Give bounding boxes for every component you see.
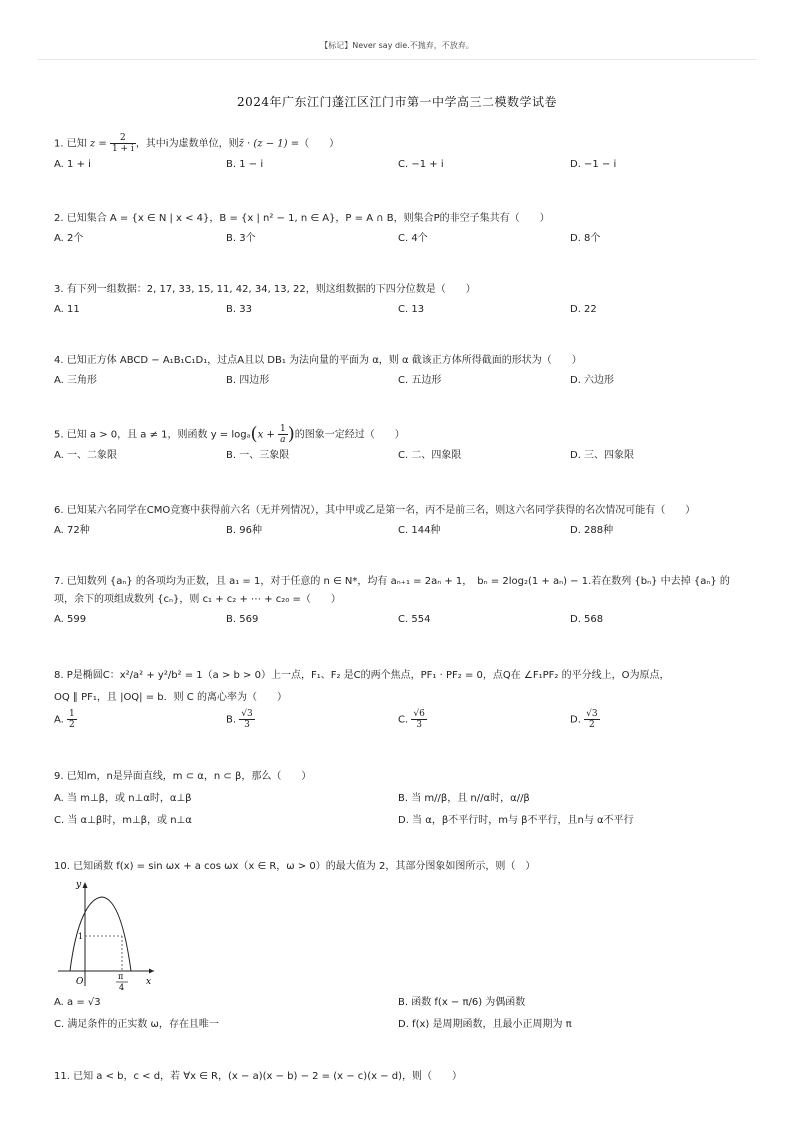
option-c[interactable]: C. 4个	[398, 233, 428, 244]
question-1-options	[54, 156, 744, 174]
question-5-stem: 5. 已知 a > 0，且 a ≠ 1，则函数 y = logₐ(x + $\frac{1}{a}$ )的图象一定经过（ ）	[54, 423, 405, 445]
option-d[interactable]: D. 22	[570, 304, 597, 315]
y-axis-arrow	[83, 882, 88, 888]
option-c[interactable]: C. $\frac{√6}{3}$	[398, 709, 425, 730]
option-d[interactable]: D. 8个	[570, 233, 601, 244]
option-c[interactable]: C. −1 + i	[398, 159, 444, 170]
question-3-options	[54, 301, 744, 319]
option-c[interactable]: C. 二、四象限	[398, 450, 462, 461]
option-c[interactable]: C. 当 α⊥β时，m⊥β，或 n⊥α	[54, 815, 192, 826]
option-c[interactable]: C. 满足条件的正实数 ω，存在且唯一	[54, 1019, 219, 1030]
origin-label: O	[76, 977, 84, 987]
option-b[interactable]: B. 当 m//β，且 n//α时，α//β	[398, 793, 530, 804]
fraction: $\frac{1}{a}$	[279, 424, 286, 445]
question-8	[54, 667, 744, 737]
option-b[interactable]: B. 一、三象限	[226, 450, 290, 461]
option-b[interactable]: B. $\frac{√3}{3}$	[226, 709, 253, 730]
question-7-options	[54, 611, 744, 629]
question-3	[54, 281, 744, 319]
fraction: $\frac{2}{1 + i}$	[111, 133, 134, 154]
option-c[interactable]: C. 144种	[398, 525, 441, 536]
question-8-stem: 8. P是椭圆C：x²/a² + y²/b² = 1（a > b > 0）上一点，F₁、F₂ 是C的两个焦点，PF₁ · PF₂ = 0，点Q在 ∠F₁PF₂ 的平分线上，O为原点，	[54, 670, 670, 681]
question-9-stem: 9. 已知m，n是异面直线，m ⊂ α，n ⊂ β，那么（ ）	[54, 771, 312, 782]
question-2	[54, 210, 744, 248]
option-b[interactable]: B. 1 − i	[226, 159, 264, 170]
option-a[interactable]: A. a = √3	[54, 997, 101, 1008]
option-a[interactable]: A. $\frac{1}{2}$	[54, 709, 75, 730]
option-b[interactable]: B. 3个	[226, 233, 256, 244]
question-8-stem-cont: OQ ∥ PF₁，且 |OQ| = b．则 C 的离心率为（ ）	[54, 692, 287, 703]
option-a[interactable]: A. 1 + i	[54, 159, 91, 170]
option-c[interactable]: C. 554	[398, 614, 431, 625]
option-d[interactable]: D. 当 α，β不平行时，m与 β不平行，且n与 α不平行	[398, 815, 634, 826]
question-6-stem: 6. 已知某六名同学在CMO竞赛中获得前六名（无并列情况），其中甲或乙是第一名，丙不是前三名，则这六名同学获得的名次情况可能有（ ）	[54, 505, 696, 516]
tick-label-four: 4	[119, 983, 125, 990]
function-graph	[54, 878, 164, 990]
question-1	[54, 133, 744, 174]
option-c[interactable]: C. 13	[398, 304, 425, 315]
page-header: 【标记】Never say die.不抛弃，不放弃。	[320, 41, 474, 50]
tick-label-pi: π	[118, 972, 124, 981]
question-10	[54, 858, 744, 1034]
option-b[interactable]: B. 函数 f(x − π/6) 为偶函数	[398, 997, 526, 1008]
option-a[interactable]: A. 72种	[54, 525, 90, 536]
question-9	[54, 768, 744, 830]
x-axis-arrow	[149, 969, 154, 974]
option-d[interactable]: D. −1 − i	[570, 159, 617, 170]
question-5	[54, 424, 744, 465]
question-11	[54, 1068, 744, 1086]
question-5-options	[54, 447, 744, 465]
header-divider	[38, 59, 756, 60]
option-b[interactable]: B. 569	[226, 614, 259, 625]
option-d[interactable]: D. 六边形	[570, 375, 615, 386]
question-9-options-row1	[54, 790, 744, 808]
question-4-options	[54, 372, 744, 390]
question-7-stem: 7. 已知数列 {aₙ} 的各项均为正数，且 a₁ = 1，对于任意的 n ∈ N*，均有 aₙ₊₁ = 2aₙ + 1， bₙ = 2log₂(1 + aₙ) − 1.若在数列 {bₙ} 中去掉 {aₙ} 的	[54, 576, 730, 587]
question-10-options-row1	[54, 994, 744, 1012]
question-11-stem: 11. 已知 a < b，c < d，若 ∀x ∈ R，(x − a)(x − b) − 2 = (x − c)(x − d)，则（ ）	[54, 1071, 462, 1082]
x-label: x	[146, 977, 152, 987]
question-6	[54, 502, 744, 540]
option-b[interactable]: B. 四边形	[226, 375, 270, 386]
question-3-stem: 3. 有下列一组数据：2, 17, 33, 15, 11, 42, 34, 13, 22，则这组数据的下四分位数是（ ）	[54, 284, 476, 295]
exam-title: 2024年广东江门蓬江区江门市第一中学高三二模数学试卷	[236, 95, 558, 109]
question-1-stem: 1. 已知 z = $\frac{2}{1 + i}$ ，其中i为虚数单位，则z̄ · (z − 1) =（ ）	[54, 133, 340, 154]
question-4-stem: 4. 已知正方体 ABCD − A₁B₁C₁D₁，过点A且以 DB₁ 为法向量的平面为 α，则 α 截该正方体所得截面的形状为（ ）	[54, 355, 582, 366]
y-label: y	[76, 880, 82, 890]
option-b[interactable]: B. 33	[226, 304, 252, 315]
question-7	[54, 573, 744, 629]
option-d[interactable]: D. 288种	[570, 525, 614, 536]
question-9-options-row2	[54, 812, 744, 830]
option-d[interactable]: D. f(x) 是周期函数，且最小正周期为 π	[398, 1019, 572, 1030]
option-c[interactable]: C. 五边形	[398, 375, 442, 386]
question-10-stem: 10. 已知函数 f(x) = sin ωx + a cos ωx（x ∈ R，ω > 0）的最大值为 2，其部分图象如图所示，则（ ）	[54, 861, 536, 872]
option-a[interactable]: A. 当 m⊥β，或 n⊥α时，α⊥β	[54, 793, 192, 804]
option-b[interactable]: B. 96种	[226, 525, 262, 536]
option-a[interactable]: A. 2个	[54, 233, 84, 244]
tick-label-one: 1	[78, 932, 84, 941]
option-d[interactable]: D. 三、四象限	[570, 450, 635, 461]
question-4	[54, 352, 744, 390]
option-d[interactable]: D. 568	[570, 614, 604, 625]
option-a[interactable]: A. 599	[54, 614, 87, 625]
question-7-stem-cont: 项，余下的项组成数列 {cₙ}，则 c₁ + c₂ + ⋯ + c₂₀ =（ ）	[54, 594, 341, 605]
option-a[interactable]: A. 11	[54, 304, 80, 315]
question-6-options	[54, 522, 744, 540]
question-2-stem: 2. 已知集合 A = {x ∈ N | x < 4}，B = {x | n² − 1, n ∈ A}，P = A ∩ B，则集合P的非空子集共有（ ）	[54, 213, 550, 224]
option-d[interactable]: D. $\frac{√3}{2}$	[570, 709, 598, 730]
option-a[interactable]: A. 一、二象限	[54, 450, 118, 461]
option-a[interactable]: A. 三角形	[54, 375, 98, 386]
question-2-options	[54, 230, 744, 248]
question-10-options-row2	[54, 1016, 744, 1034]
question-8-options	[54, 709, 744, 737]
